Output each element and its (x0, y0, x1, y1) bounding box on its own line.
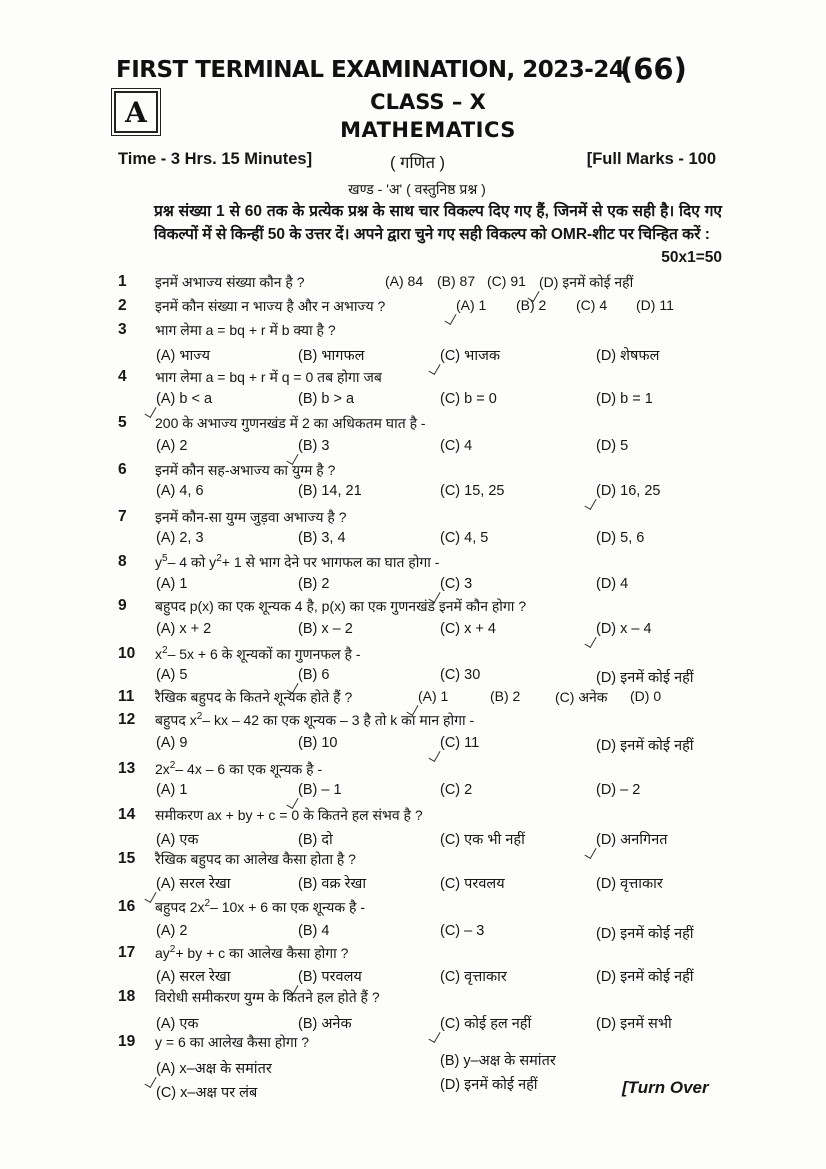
question-text: इनमें अभाज्य संख्या कौन है ? (155, 274, 305, 290)
paper-code: (66) (620, 52, 687, 86)
question-text: y = 6 का आलेख कैसा होगा ? (155, 1034, 310, 1050)
question-number: 3 (118, 321, 127, 338)
answer-option-c[interactable] (487, 273, 526, 289)
answer-option-b[interactable] (298, 530, 346, 546)
question-text (155, 645, 361, 664)
options-row (156, 345, 736, 365)
option-label: (C) 4 (576, 297, 608, 313)
option-label: (C) भाजक (440, 348, 501, 364)
question-text: इनमें कौन संख्या न भाज्य है और न अभाज्य ? (155, 298, 386, 314)
answer-option-b[interactable] (490, 688, 520, 704)
options-row (156, 1050, 736, 1070)
answer-option-b[interactable] (298, 873, 366, 893)
question-number: 19 (118, 1033, 136, 1050)
section-instructions (154, 200, 722, 269)
option-label: (D) b = 1 (596, 391, 653, 407)
class-label: CLASS – X (370, 90, 486, 114)
option-label: (B) 14, 21 (298, 483, 362, 499)
option-label: (D) 16, 25 (596, 483, 661, 499)
superscript-exponent: 2 (196, 711, 203, 722)
option-label: (A) 1 (156, 782, 188, 798)
option-label: (B) 6 (298, 667, 330, 683)
question-number: 16 (118, 898, 136, 915)
option-label: (D) – 2 (596, 782, 641, 798)
question-text (155, 711, 474, 730)
exam-meta-row (118, 150, 718, 174)
option-label: (D) इनमें कोई नहीं (596, 969, 694, 985)
answer-option-d[interactable] (596, 621, 652, 637)
option-label: (A) 2 (156, 923, 188, 939)
answer-option-d[interactable] (596, 345, 659, 365)
options-row (156, 829, 736, 849)
option-label: (B) 3 (298, 438, 330, 454)
option-label: (C) 4, 5 (440, 530, 489, 546)
option-label: (D) 5, 6 (596, 530, 645, 546)
option-label: (C) 4 (440, 438, 473, 454)
option-label: (B) 3, 4 (298, 530, 346, 546)
answer-option-a[interactable] (156, 621, 211, 637)
answer-option-d[interactable] (596, 438, 628, 454)
options-row (156, 438, 736, 458)
options-row (156, 576, 736, 596)
question-number: 5 (118, 414, 127, 431)
question-text-part: – 5x + 6 के शून्यकों का गुणनफल है - (167, 646, 361, 662)
question-text-part: – 4 को y (167, 554, 217, 570)
answer-option-b[interactable] (298, 735, 338, 751)
option-label: (A) x + 2 (156, 621, 212, 637)
answer-option-d[interactable] (596, 782, 640, 798)
superscript-exponent: 2 (216, 553, 222, 564)
option-label: (A) एक (156, 832, 199, 848)
question-number: 18 (118, 988, 136, 1005)
option-label: (D) वृत्ताकार (596, 876, 663, 892)
option-label: (B) वक्र रेखा (298, 876, 367, 892)
question-text-part: y (155, 554, 162, 570)
question-text-part: – kx – 42 का एक शून्यक – 3 है तो k का मान होगा - (202, 712, 475, 728)
superscript-exponent: 2 (204, 898, 211, 909)
answer-option-d[interactable] (596, 1013, 672, 1033)
option-label: (B) 4 (298, 923, 330, 939)
question-text (155, 944, 348, 963)
option-label: (B) 87 (437, 273, 476, 289)
answer-option-b[interactable] (298, 483, 362, 499)
option-label: (C) अनेक (555, 689, 608, 705)
option-label: (A) b < a (156, 391, 213, 407)
answer-option-c[interactable] (440, 391, 497, 407)
option-label: (B) अनेक (298, 1016, 352, 1032)
answer-option-b[interactable] (298, 966, 362, 986)
option-label: (A) 9 (156, 735, 188, 751)
answer-option-c[interactable] (440, 667, 480, 683)
options-row (156, 530, 736, 550)
superscript-exponent: 2 (169, 760, 176, 771)
option-label: (C) b = 0 (440, 391, 497, 407)
answer-option-b[interactable] (298, 923, 329, 939)
question-text: इनमें कौन सह-अभाज्य का युग्म है ? (155, 462, 336, 478)
option-label: (A) 2 (156, 438, 188, 454)
answer-option-a[interactable] (456, 297, 486, 313)
option-label: (D) इनमें कोई नहीं (596, 670, 694, 686)
question-text-part: 2x (155, 761, 170, 777)
option-label: (D) इनमें कोई नहीं (596, 738, 694, 754)
option-label: (A) 1 (456, 297, 487, 313)
options-row (156, 1013, 736, 1033)
answer-option-d[interactable] (596, 873, 663, 893)
exam-title: FIRST TERMINAL EXAMINATION, 2023-24 (116, 57, 625, 83)
option-label: (B) y–अक्ष के समांतर (440, 1053, 556, 1069)
option-label: (C) 15, 25 (440, 483, 505, 499)
answer-option-d[interactable] (630, 688, 661, 704)
answer-option-c[interactable] (440, 782, 472, 798)
options-row (156, 667, 736, 687)
answer-option-c[interactable] (440, 1013, 531, 1033)
option-label: (C) 91 (487, 273, 526, 289)
question-text: रैखिक बहुपद के कितने शून्यक होते हैं ? (155, 689, 353, 705)
option-label: (C) 3 (440, 576, 473, 592)
option-label: (B) – 1 (298, 782, 342, 798)
answer-option-a[interactable] (156, 782, 187, 798)
set-label-box: A (114, 91, 158, 133)
question-number: 2 (118, 297, 127, 314)
instructions-text: प्रश्न संख्या 1 से 60 तक के प्रत्येक प्रश्न के साथ चार विकल्प दिए गए हैं, जिनमें से एक सही है। दिए गए विकल्पों में से किन्हीं 50 के उत्तर दें। अपने द्वारा चुने गए सही विकल्प को OMR-शीट पर चिन्हित करें : (154, 203, 722, 243)
answer-option-c[interactable] (440, 345, 500, 365)
answer-option-a[interactable] (156, 667, 187, 683)
answer-option-c[interactable] (440, 829, 525, 849)
options-row (156, 483, 736, 503)
question-text (155, 760, 322, 779)
answer-option-a[interactable] (385, 273, 423, 289)
question-text-part: – 10x + 6 का एक शून्यक है - (210, 899, 365, 915)
question-text: इनमें कौन-सा युग्म जुड़वा अभाज्य है ? (155, 509, 347, 525)
answer-option-c[interactable] (440, 873, 505, 893)
option-label: (D) शेषफल (596, 348, 660, 364)
option-label: (A) 1 (418, 688, 449, 704)
question-number: 14 (118, 806, 136, 823)
marks-calculation: 50x1=50 (661, 249, 722, 266)
answer-option-b[interactable] (298, 438, 329, 454)
option-label: (A) 84 (385, 273, 424, 289)
question-text: समीकरण ax + by + c = 0 के कितने हल संभव है ? (155, 807, 423, 823)
answer-option-a[interactable] (156, 483, 204, 499)
option-label: (C) परवलय (440, 876, 505, 892)
turn-over-label: [Turn Over (622, 1078, 709, 1097)
option-label: (B) 2 (490, 688, 521, 704)
options-row (156, 923, 736, 943)
question-number: 13 (118, 760, 136, 777)
answer-option-d[interactable] (596, 966, 694, 986)
option-label: (D) इनमें सभी (596, 1016, 672, 1032)
option-label: (C) 30 (440, 667, 481, 683)
question-number: 10 (118, 645, 136, 662)
option-label: (A) भाज्य (156, 348, 211, 364)
option-label: (D) 4 (596, 576, 629, 592)
options-row (156, 966, 736, 986)
option-label: (D) इनमें कोई नहीं (440, 1077, 538, 1093)
options-row (156, 782, 736, 802)
answer-option-d[interactable] (596, 829, 668, 849)
answer-option-c[interactable] (440, 621, 496, 637)
answer-option-b[interactable] (516, 297, 546, 313)
answer-option-b[interactable] (298, 621, 353, 637)
option-label: (B) 10 (298, 735, 338, 751)
option-label: (B) भागफल (298, 348, 365, 364)
answer-option-d[interactable] (636, 297, 674, 313)
option-label: (A) 4, 6 (156, 483, 204, 499)
options-row (156, 621, 736, 641)
answer-option-b[interactable] (298, 829, 333, 849)
answer-option-d[interactable] (596, 391, 653, 407)
answer-option-a[interactable] (156, 438, 187, 454)
answer-option-a[interactable] (156, 1013, 199, 1033)
question-text (155, 898, 365, 917)
question-number: 17 (118, 944, 136, 961)
question-number: 8 (118, 553, 127, 570)
superscript-exponent: 5 (162, 553, 168, 564)
subject-hindi: ( गणित ) (390, 154, 446, 172)
option-label: (A) सरल रेखा (156, 876, 231, 892)
answer-option-c[interactable] (440, 966, 507, 986)
answer-option-a[interactable] (156, 873, 231, 893)
option-label: (C) – 3 (440, 923, 485, 939)
question-text: रैखिक बहुपद का आलेख कैसा होता है ? (155, 851, 356, 867)
answer-option-b[interactable] (298, 667, 329, 683)
answer-option-a[interactable] (156, 391, 212, 407)
option-label: (A) 5 (156, 667, 188, 683)
question-text-part: बहुपद x (155, 712, 197, 728)
answer-option-d[interactable] (440, 1074, 538, 1094)
answer-option-b[interactable] (298, 345, 364, 365)
answer-option-d[interactable] (596, 530, 644, 546)
option-label: (C) x + 4 (440, 621, 496, 637)
options-row (156, 873, 736, 893)
answer-option-a[interactable] (156, 530, 204, 546)
question-text: 200 के अभाज्य गुणनखंड में 2 का अधिकतम घात है - (155, 415, 426, 431)
option-label: (D) इनमें कोई नहीं (596, 926, 694, 942)
option-label: (D) 11 (636, 297, 674, 313)
answer-option-c[interactable] (440, 923, 484, 939)
answer-option-c[interactable] (440, 530, 488, 546)
option-label: (C) कोई हल नहीं (440, 1016, 532, 1032)
question-text-part: + by + c का आलेख कैसा होगा ? (175, 945, 349, 961)
answer-option-a[interactable] (418, 688, 448, 704)
answer-option-d[interactable] (596, 735, 694, 755)
question-number: 1 (118, 273, 127, 290)
question-text-part: x (155, 646, 162, 662)
question-text: भाग लेमा a = bq + r में q = 0 तब होगा जब (155, 369, 382, 385)
question-number: 4 (118, 368, 127, 385)
question-text-part: ay (155, 945, 170, 961)
section-title: खण्ड - 'अ' ( वस्तुनिष्ठ प्रश्न ) (348, 181, 486, 197)
option-label: (D) 5 (596, 438, 629, 454)
answer-option-b[interactable] (298, 576, 329, 592)
question-number: 6 (118, 461, 127, 478)
option-label: (A) 1 (156, 576, 188, 592)
question-text (155, 553, 439, 572)
answer-option-b[interactable] (298, 391, 354, 407)
option-label: (A) x–अक्ष के समांतर (156, 1061, 272, 1077)
answer-option-d[interactable] (596, 576, 628, 592)
option-label: (C) 2 (440, 782, 473, 798)
option-label: (D) x – 4 (596, 621, 652, 637)
option-label: (B) 2 (298, 576, 330, 592)
answer-option-c[interactable] (440, 735, 479, 751)
answer-option-a[interactable] (156, 966, 231, 986)
full-marks: [Full Marks - 100 (586, 150, 716, 168)
answer-option-d[interactable] (596, 483, 660, 499)
options-row (156, 391, 736, 411)
option-label: (C) वृत्ताकार (440, 969, 507, 985)
option-label: (D) 0 (630, 688, 662, 704)
answer-option-a[interactable] (156, 735, 187, 751)
option-label: (A) 2, 3 (156, 530, 204, 546)
answer-option-c[interactable] (576, 297, 607, 313)
options-row (156, 735, 736, 755)
option-label: (B) b > a (298, 391, 355, 407)
question-text-part: + 1 से भाग देने पर भागफल का घात होगा - (221, 554, 440, 570)
question-text-part: बहुपद 2x (155, 899, 205, 915)
option-label: (B) दो (298, 832, 333, 848)
option-label: (C) 11 (440, 735, 480, 751)
option-label: (B) परवलय (298, 969, 362, 985)
question-number: 11 (118, 688, 135, 705)
option-label: (D) अनगिनत (596, 832, 668, 848)
answer-option-c[interactable] (440, 483, 504, 499)
subject-label: MATHEMATICS (340, 118, 516, 142)
question-text-part: – 4x – 6 का एक शून्यक है - (175, 761, 323, 777)
answer-option-d[interactable] (596, 667, 694, 687)
option-label: (B) 2 (516, 297, 547, 313)
option-label: (B) x – 2 (298, 621, 353, 637)
question-text: भाग लेमा a = bq + r में b क्या है ? (155, 322, 336, 338)
answer-option-c[interactable] (440, 438, 472, 454)
answer-option-b[interactable] (298, 1013, 352, 1033)
answer-option-b[interactable] (437, 273, 475, 289)
question-text: विरोधी समीकरण युग्म के कितने हल होते हैं ? (155, 989, 380, 1005)
superscript-exponent: 2 (162, 645, 168, 656)
time-duration: Time - 3 Hrs. 15 Minutes] (118, 150, 313, 168)
question-number: 7 (118, 508, 127, 525)
superscript-exponent: 2 (169, 944, 176, 955)
option-label: (C) x–अक्ष पर लंब (156, 1085, 258, 1101)
answer-option-c[interactable] (555, 688, 608, 707)
answer-option-d[interactable] (596, 923, 694, 943)
option-label: (A) एक (156, 1016, 199, 1032)
option-label: (C) एक भी नहीं (440, 832, 525, 848)
question-number: 9 (118, 597, 127, 614)
answer-option-c[interactable] (440, 576, 472, 592)
question-text: बहुपद p(x) का एक शून्यक 4 है, p(x) का एक गुणनखंड इनमें कौन होगा ? (155, 598, 527, 614)
answer-option-a[interactable] (156, 923, 187, 939)
question-number: 15 (118, 850, 136, 867)
question-number: 12 (118, 711, 136, 728)
answer-option-a[interactable] (156, 829, 199, 849)
answer-option-d[interactable] (539, 273, 633, 292)
answer-option-a[interactable] (156, 345, 210, 365)
option-label: (D) इनमें कोई नहीं (539, 274, 634, 290)
option-label: (A) सरल रेखा (156, 969, 231, 985)
answer-option-a[interactable] (156, 576, 187, 592)
answer-option-b[interactable] (298, 782, 342, 798)
answer-option-b[interactable] (440, 1050, 556, 1070)
